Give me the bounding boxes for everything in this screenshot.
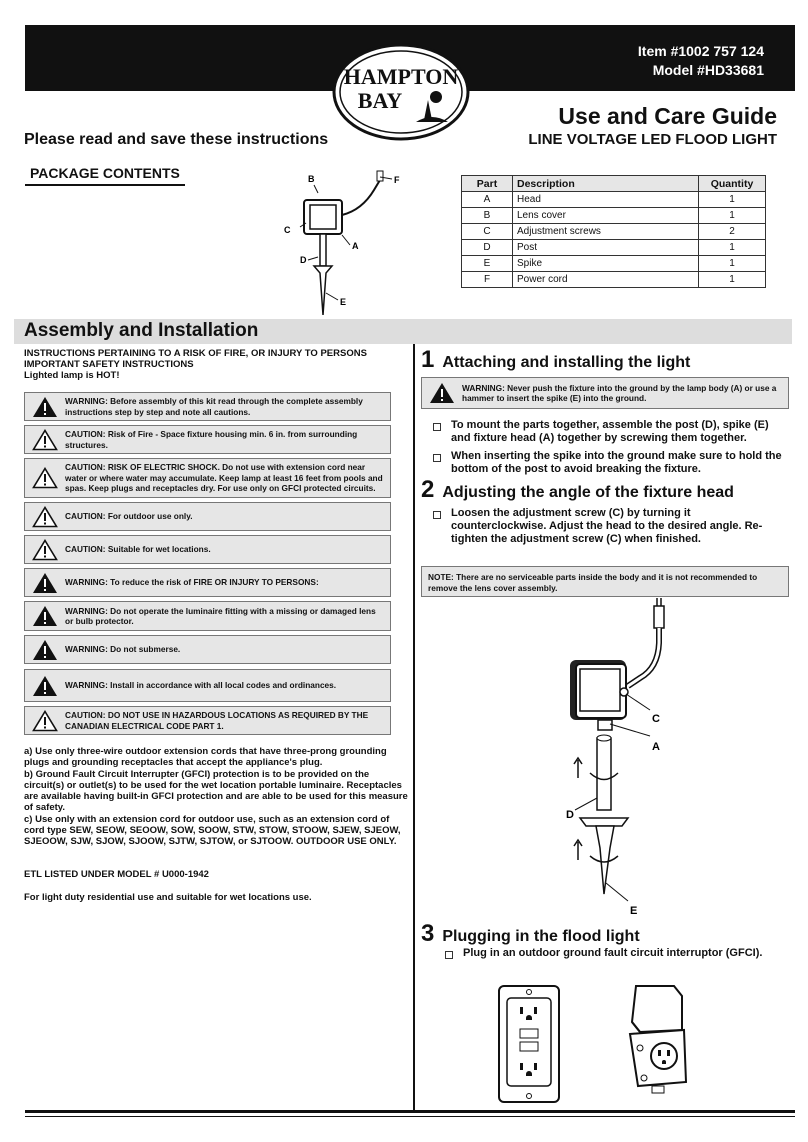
col-quantity: Quantity: [699, 176, 766, 192]
caution-text: CAUTION: DO NOT USE IN HAZARDOUS LOCATIONS AS REQUIRED BY THE CANADIAN ELECTRICAL CODE PART 1.: [65, 710, 369, 731]
diagram-label-a: A: [352, 241, 359, 251]
package-rule: [25, 184, 185, 186]
cell-description: Adjustment screws: [513, 224, 699, 240]
bullet-text: To mount the parts together, assemble the post (D), spike (E) and fixture head (A) together by screwing them together.: [451, 419, 769, 444]
guide-subtitle: LINE VOLTAGE LED FLOOD LIGHT: [528, 131, 777, 148]
step-1-heading: [421, 346, 690, 374]
caution-box: [24, 425, 391, 454]
cell-part: B: [462, 208, 513, 224]
checkbox-icon: [433, 423, 441, 431]
caution-icon: [32, 710, 58, 732]
intro-line-1: INSTRUCTIONS PERTAINING TO A RISK OF FIRE, OR INJURY TO PERSONS: [24, 348, 367, 359]
cell-quantity: 1: [699, 256, 766, 272]
cell-part: E: [462, 256, 513, 272]
assembly-title: Assembly and Installation: [24, 320, 259, 341]
warning-icon: [32, 675, 58, 697]
step-2-heading: [421, 476, 734, 504]
step-3-bullets: [445, 947, 775, 965]
list-item: [433, 507, 778, 546]
warning-box: [24, 669, 391, 702]
warning-icon: [429, 382, 455, 404]
parts-table: [461, 175, 766, 288]
item-model-block: [638, 42, 764, 80]
warning-text: WARNING: To reduce the risk of FIRE OR INJURY TO PERSONS:: [65, 577, 319, 588]
warning-icon: [32, 605, 58, 627]
please-read: Please read and save these instructions: [24, 131, 329, 148]
package-diagram: [282, 165, 412, 325]
step-1-warning-box: [421, 377, 789, 409]
diagram-label-c: C: [284, 225, 291, 235]
diagram-label-b: B: [308, 174, 315, 184]
caution-text: CAUTION: Risk of Fire - Space fixture housing min. 6 in. from surrounding structures.: [65, 429, 358, 450]
list-item: [433, 450, 783, 476]
table-row: [462, 208, 766, 224]
step-1-title: Attaching and installing the light: [442, 354, 691, 371]
cell-part: F: [462, 272, 513, 288]
caution-text: CAUTION: RISK OF ELECTRIC SHOCK. Do not use with extension cord near water or where water may accumulate. Keep lamp at least 16 feet from pools and spas. Keep plugs and receptacles dry. For use only on GFCI protected circuits.: [65, 462, 383, 494]
bottom-rule: [25, 1110, 795, 1113]
caution-box: [24, 458, 391, 498]
diagram-label-e: E: [340, 297, 347, 307]
item-number: Item #1002 757 124: [637, 43, 764, 59]
cell-quantity: 2: [699, 224, 766, 240]
warning-box: [24, 568, 391, 597]
caution-box: [24, 502, 391, 531]
diagram-label-f: F: [394, 175, 400, 185]
cell-part: C: [462, 224, 513, 240]
column-divider: [413, 344, 415, 1110]
gfci-outlet-icon: [498, 985, 560, 1103]
cell-quantity: 1: [699, 240, 766, 256]
diagram-label-a: A: [652, 741, 660, 753]
list-item: [445, 947, 775, 960]
caution-icon: [32, 506, 58, 528]
table-row: [462, 224, 766, 240]
diagram-label-c: C: [652, 713, 660, 725]
table-header-row: [462, 176, 766, 192]
cell-quantity: 1: [699, 208, 766, 224]
checkbox-icon: [433, 454, 441, 462]
step-3-number: 3: [421, 920, 435, 947]
light-duty-note: For light duty residential use and suitable for wet locations use.: [24, 892, 312, 903]
hampton-bay-logo: [332, 42, 470, 142]
bullet-text: Plug in an outdoor ground fault circuit interruptor (GFCI).: [463, 947, 763, 959]
caution-box: [24, 706, 391, 735]
table-row: [462, 192, 766, 208]
cell-description: Spike: [513, 256, 699, 272]
cell-description: Head: [513, 192, 699, 208]
etl-listing: ETL LISTED UNDER MODEL # U000-1942: [24, 869, 209, 880]
caution-text: CAUTION: For outdoor use only.: [65, 511, 193, 522]
caution-icon: [32, 539, 58, 561]
step-1-warning-text: WARNING: Never push the fixture into the ground by the lamp body (A) or use a hammer to insert the spike (E) into the ground.: [462, 382, 777, 403]
table-row: [462, 256, 766, 272]
caution-box: [24, 535, 391, 564]
guide-title: Use and Care Guide: [558, 103, 777, 129]
step-1-number: 1: [421, 346, 435, 373]
intro-line-3: Lighted lamp is HOT!: [24, 370, 120, 381]
extension-cord-notes: a) Use only three-wire outdoor extension cords that have three-prong grounding plugs and grounding receptacles that accept the appliance's plug. b) Ground Fault Circuit Interrupter (GFCI) protection is to be provided on the circuit(s) or outlet(s) to be used for the wet location portable luminaire. Receptacles are available having built-in GFCI protection and are able to be used for this measure of safety. c) Use only with an extension cord for outdoor use, such as an extension cord of cord type SEW, SEOW, SEOOW, SOW, SOOW, STW, STOW, STOOW, SJEW, SJEOW, SJEOOW, SJW, SJOW, SJOOW, SJTW, SJTOW, or SJTOOW. OUTDOOR USE ONLY.: [24, 746, 408, 848]
warning-box: [24, 601, 391, 631]
warning-text: WARNING: Install in accordance with all local codes and ordinances.: [65, 680, 337, 691]
table-row: [462, 272, 766, 288]
cell-quantity: 1: [699, 192, 766, 208]
warning-text: WARNING: Do not operate the luminaire fitting with a missing or damaged lens or bulb protector.: [65, 605, 376, 626]
checkbox-icon: [445, 951, 453, 959]
bottom-rule-thin: [25, 1116, 795, 1117]
table-row: [462, 240, 766, 256]
warning-text: WARNING: Do not submerse.: [65, 644, 181, 655]
list-item: [433, 419, 783, 445]
checkbox-icon: [433, 511, 441, 519]
note-box: NOTE: There are no serviceable parts inside the body and it is not recommended to remove the lens cover assembly.: [421, 566, 789, 597]
warning-icon: [32, 396, 58, 418]
caution-icon: [32, 467, 58, 489]
diagram-label-e: E: [630, 905, 638, 916]
warning-text: WARNING: Before assembly of this kit read through the complete assembly instructions step by step and note all cautions.: [65, 396, 363, 417]
package-contents-title: PACKAGE CONTENTS: [30, 165, 180, 181]
warning-box: [24, 635, 391, 664]
cell-description: Post: [513, 240, 699, 256]
diagram-label-d: D: [566, 809, 574, 821]
caution-text: CAUTION: Suitable for wet locations.: [65, 544, 211, 555]
step-2-bullets: [433, 507, 778, 551]
brand-line1: HAMPTON: [343, 64, 459, 89]
warning-box: [24, 392, 391, 421]
safety-intro: [24, 348, 408, 381]
warning-icon: [32, 639, 58, 661]
step-2-number: 2: [421, 476, 435, 503]
caution-icon: [32, 429, 58, 451]
bullet-text: Loosen the adjustment screw (C) by turning it counterclockwise. Adjust the head to the desired angle. Re-tighten the adjustment screw (C) when finished.: [451, 507, 763, 545]
outdoor-cover-icon: [622, 982, 692, 1094]
step-3-title: Plugging in the flood light: [442, 928, 640, 945]
cell-part: A: [462, 192, 513, 208]
cell-quantity: 1: [699, 272, 766, 288]
step-3-heading: [421, 920, 640, 948]
model-number: Model #HD33681: [652, 62, 764, 78]
bullet-text: When inserting the spike into the ground make sure to hold the bottom of the post to avoid breaking the fixture.: [451, 450, 782, 475]
col-part: Part: [462, 176, 513, 192]
brand-line2: BAY: [357, 88, 403, 113]
intro-line-2: IMPORTANT SAFETY INSTRUCTIONS: [24, 359, 194, 370]
warning-icon: [32, 572, 58, 594]
assembly-diagram: [540, 598, 680, 916]
col-description: Description: [513, 176, 699, 192]
step-1-bullets: [433, 419, 783, 481]
cell-part: D: [462, 240, 513, 256]
cell-description: Lens cover: [513, 208, 699, 224]
cell-description: Power cord: [513, 272, 699, 288]
diagram-label-d: D: [300, 255, 307, 265]
step-2-title: Adjusting the angle of the fixture head: [442, 484, 734, 501]
